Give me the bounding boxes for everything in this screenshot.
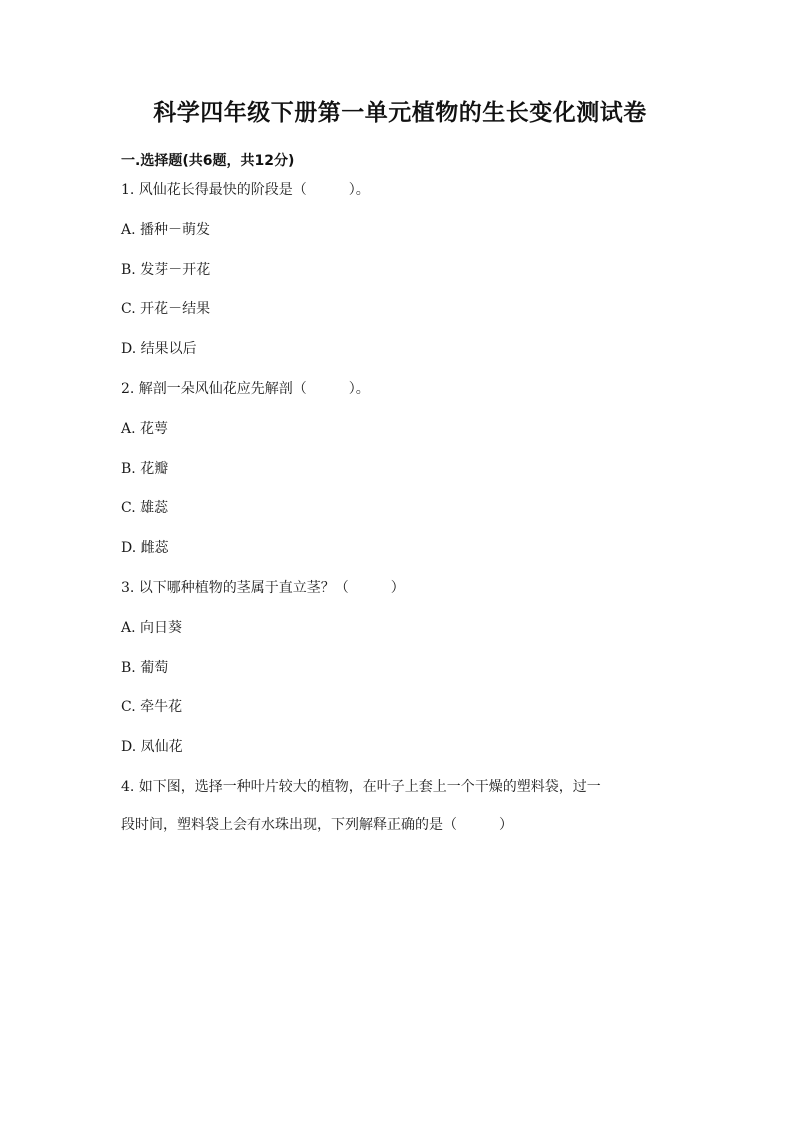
option-d: D. 雌蕊 — [121, 540, 169, 557]
question-1 — [121, 180, 681, 359]
section-heading-multiple-choice: 一.选择题(共6题，共12分) — [121, 153, 295, 169]
exam-title: 科学四年级下册第一单元植物的生长变化测试卷 — [153, 100, 647, 126]
question-stem: 3. 以下哪种植物的茎属于直立茎？（ ） — [121, 579, 405, 596]
question-4 — [121, 777, 681, 835]
option-c: C. 开花－结果 — [121, 301, 211, 318]
question-stem-line-2: 段时间，塑料袋上会有水珠出现，下列解释正确的是（ ） — [121, 816, 513, 833]
option-b: B. 发芽－开花 — [121, 261, 211, 278]
option-c: C. 牵牛花 — [121, 699, 183, 716]
question-stem — [121, 777, 681, 835]
question-3 — [121, 578, 681, 757]
option-a: A. 花萼 — [121, 420, 169, 437]
option-a: A. 播种－萌发 — [121, 221, 211, 238]
option-d: D. 结果以后 — [121, 341, 197, 358]
option-a: A. 向日葵 — [121, 619, 183, 636]
option-c: C. 雄蕊 — [121, 500, 169, 517]
question-stem-line-1: 4. 如下图，选择一种叶片较大的植物，在叶子上套上一个干燥的塑料袋，过一 — [121, 778, 601, 795]
option-b: B. 花瓣 — [121, 460, 169, 477]
question-list — [121, 180, 681, 855]
option-b: B. 葡萄 — [121, 659, 169, 676]
question-stem: 2. 解剖一朵风仙花应先解剖（ ）。 — [121, 380, 370, 397]
option-d: D. 凤仙花 — [121, 739, 183, 756]
question-2 — [121, 379, 681, 558]
question-stem: 1. 风仙花长得最快的阶段是（ ）。 — [121, 182, 370, 198]
